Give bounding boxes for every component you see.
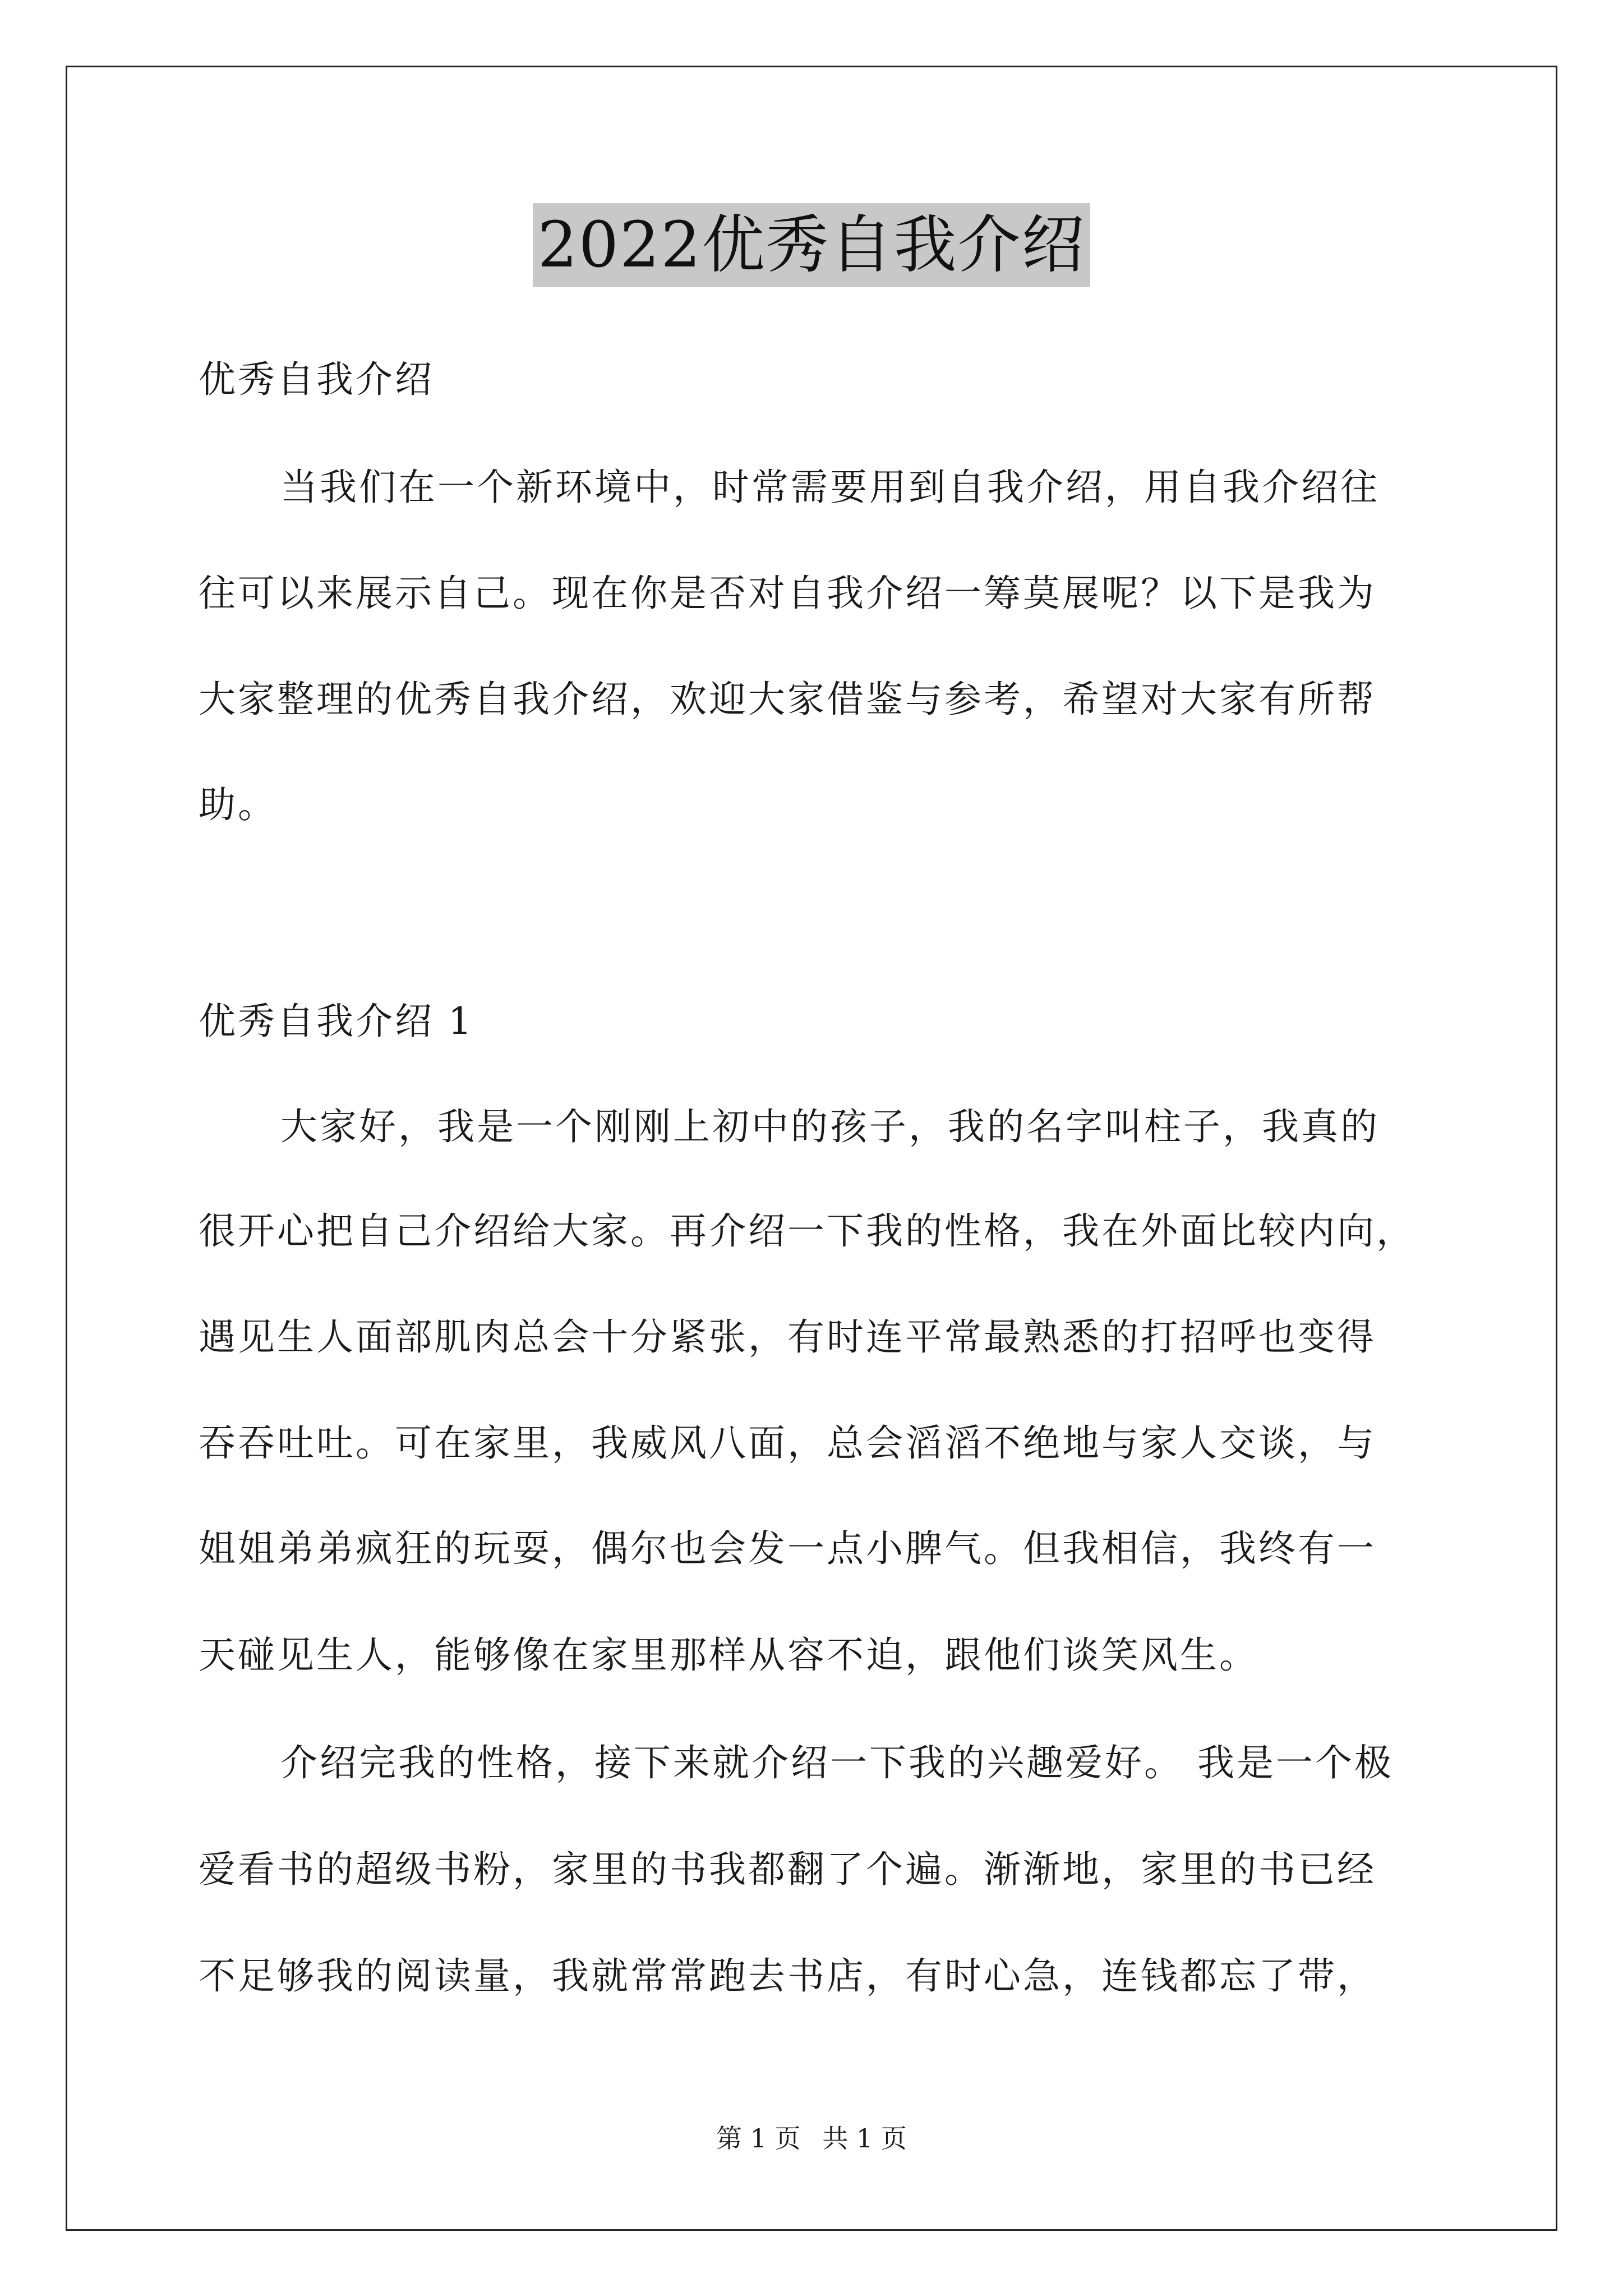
section-heading-1: 优秀自我介绍 1 — [199, 1000, 474, 1043]
para1-line: 大家好，我是一个刚刚上初中的孩子，我的名字叫柱子，我真的 — [280, 1105, 1380, 1148]
para2-line: 不足够我的阅读量，我就常常跑去书店，有时心急，连钱都忘了带， — [199, 1954, 1376, 1998]
para2-line: 爱看书的超级书粉，家里的书我都翻了个遍。渐渐地，家里的书已经 — [199, 1848, 1376, 1891]
para1-line: 姐姐弟弟疯狂的玩耍，偶尔也会发一点小脾气。但我相信，我终有一 — [199, 1527, 1376, 1570]
title-wrapper — [199, 203, 1424, 287]
document-title: 2022优秀自我介绍 — [533, 203, 1090, 287]
para1-line: 遇见生人面部肌肉总会十分紧张，有时连平常最熟悉的打招呼也变得 — [199, 1315, 1376, 1359]
para1-line: 很开心把自己介绍给大家。再介绍一下我的性格，我在外面比较内向， — [199, 1209, 1415, 1253]
section-heading-intro: 优秀自我介绍 — [199, 358, 434, 401]
para1-line: 吞吞吐吐。可在家里，我威风八面，总会滔滔不绝地与家人交谈，与 — [199, 1421, 1376, 1465]
intro-line: 助。 — [199, 783, 277, 826]
page-number: 第 1 页 — [716, 2123, 801, 2154]
page-total: 共 1 页 — [822, 2123, 907, 2154]
intro-line: 大家整理的优秀自我介绍，欢迎大家借鉴与参考，希望对大家有所帮 — [199, 678, 1376, 721]
intro-line: 往可以来展示自己。现在你是否对自我介绍一筹莫展呢？以下是我为 — [199, 572, 1376, 615]
intro-line: 当我们在一个新环境中，时常需要用到自我介绍，用自我介绍往 — [280, 466, 1380, 509]
para1-line: 天碰见生人，能够像在家里那样从容不迫，跟他们谈笑风生。 — [199, 1634, 1258, 1677]
para2-line: 介绍完我的性格，接下来就介绍一下我的兴趣爱好。 我是一个极 — [280, 1741, 1394, 1784]
page-footer — [0, 2122, 1623, 2155]
